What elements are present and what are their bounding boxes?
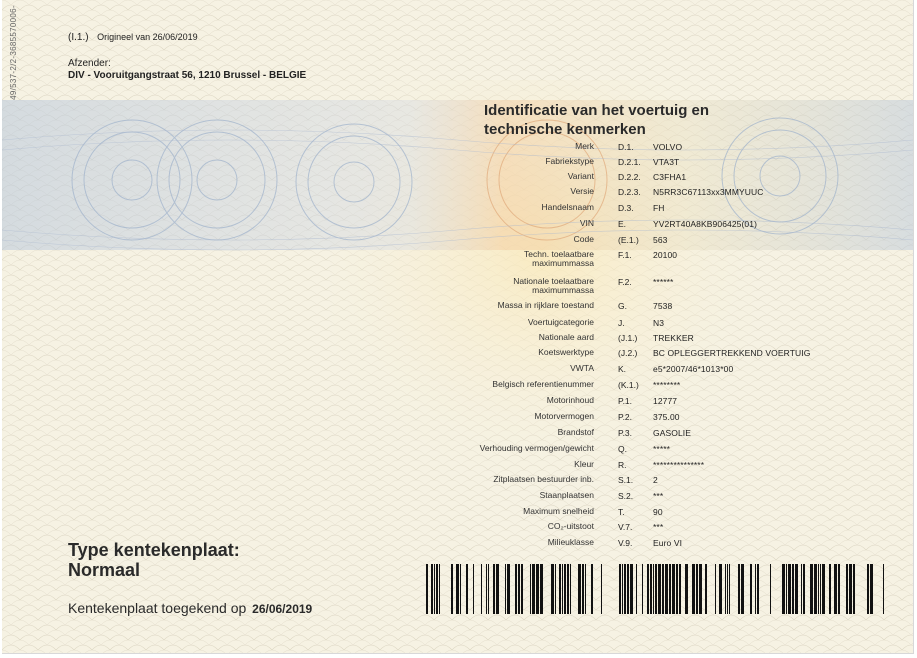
section-title-line1: Identificatie van het voertuig en: [484, 102, 710, 119]
data-row: [382, 277, 902, 293]
row-value: 563: [653, 235, 668, 245]
row-code: R.: [618, 460, 627, 470]
section-title: [484, 101, 784, 139]
row-code: S.1.: [618, 475, 634, 485]
row-label: Nationale aard: [538, 332, 594, 342]
data-row: [382, 157, 902, 173]
row-value: TREKKER: [653, 333, 694, 343]
row-code: (J.1.): [618, 333, 638, 343]
data-row: [382, 460, 902, 476]
row-value: VTA3T: [653, 157, 680, 167]
row-code: F.2.: [618, 277, 632, 287]
row-value: VOLVO: [653, 142, 683, 152]
plate-assigned-label: Kentekenplaat toegekend op: [68, 600, 247, 616]
data-row: [382, 396, 902, 412]
row-code: (J.2.): [618, 348, 638, 358]
row-value: 20100: [653, 250, 678, 260]
row-value: ***************: [653, 460, 705, 470]
row-label: Massa in rijklare toestand: [497, 300, 594, 310]
row-label: Code: [573, 234, 594, 244]
row-label: Nationale toelaatbare maximummassa: [513, 276, 594, 295]
row-label: Staanplaatsen: [539, 490, 594, 500]
row-code: D.2.2.: [618, 172, 641, 182]
row-value: FH: [653, 203, 665, 213]
section-title-line2: technische kenmerken: [484, 121, 646, 138]
data-row: [382, 475, 902, 491]
row-value: 7538: [653, 301, 673, 311]
row-code: J.: [618, 318, 625, 328]
data-row: [382, 444, 902, 460]
row-code: G.: [618, 301, 627, 311]
row-code: V.7.: [618, 522, 633, 532]
data-row: [382, 522, 902, 538]
row-value: ***: [653, 522, 664, 532]
data-row: [382, 412, 902, 428]
row-value: 12777: [653, 396, 678, 406]
row-value: N5RR3C67113xx3MMYUUC: [653, 187, 764, 197]
sender-value: DIV - Vooruitgangstraat 56, 1210 Brussel - BELGIE: [68, 70, 307, 81]
row-code: K.: [618, 364, 627, 374]
data-row: [382, 333, 902, 349]
row-label: Brandstof: [557, 427, 594, 437]
row-value: *****: [653, 444, 671, 454]
row-label: Fabriekstype: [545, 156, 594, 166]
data-row: [382, 507, 902, 523]
sender-label: Afzender:: [68, 58, 111, 69]
row-value: GASOLIE: [653, 428, 692, 438]
row-value: C3FHA1: [653, 172, 687, 182]
row-code: P.3.: [618, 428, 633, 438]
data-row: [382, 187, 902, 203]
row-label: Verhouding vermogen/gewicht: [479, 443, 594, 453]
row-label: Motorvermogen: [534, 411, 594, 421]
row-value: BC OPLEGGERTREKKEND VOERTUIG: [653, 348, 811, 358]
data-row: [382, 301, 902, 317]
row-label: Milieuklasse: [547, 537, 594, 547]
row-label: Techn. toelaatbare maximummassa: [524, 249, 594, 268]
row-code: D.2.1.: [618, 157, 641, 167]
data-row: [382, 203, 902, 219]
row-value: ***: [653, 491, 664, 501]
row-value: 2: [653, 475, 658, 485]
row-code: D.3.: [618, 203, 634, 213]
data-row: [382, 250, 902, 266]
row-label: Versie: [570, 186, 594, 196]
row-code: D.1.: [618, 142, 634, 152]
row-code: F.1.: [618, 250, 632, 260]
data-row: [382, 364, 902, 380]
plate-assigned-date: 26/06/2019: [252, 602, 313, 616]
row-label: VIN: [579, 218, 594, 228]
data-row: [382, 318, 902, 334]
row-code: P.2.: [618, 412, 633, 422]
plate-type-label: Type kentekenplaat:: [68, 540, 240, 560]
data-row: [382, 235, 902, 251]
plate-assigned: [68, 600, 312, 616]
barcode: [426, 564, 886, 614]
data-row: [382, 348, 902, 364]
document-serial: 49/537-2/2-3685570006-: [8, 5, 18, 100]
original-line: [68, 32, 198, 43]
row-label: Koetswerktype: [538, 347, 594, 357]
row-code: P.1.: [618, 396, 633, 406]
row-code: T.: [618, 507, 625, 517]
original-text: Origineel van 26/06/2019: [97, 32, 198, 42]
data-row: [382, 142, 902, 158]
data-row: [382, 172, 902, 188]
row-value: YV2RT40A8KB906425(01): [653, 219, 758, 229]
row-label: Voertuigcategorie: [527, 317, 594, 327]
row-label: Kleur: [574, 459, 594, 469]
row-label: Merk: [575, 141, 594, 151]
row-label: CO₂-uitstoot: [547, 521, 594, 531]
row-code: V.9.: [618, 538, 633, 548]
row-code: (K.1.): [618, 380, 639, 390]
row-value: ********: [653, 380, 681, 390]
row-label: Motorinhoud: [546, 395, 594, 405]
original-ref: (I.1.): [68, 32, 89, 43]
registration-document: [2, 0, 914, 654]
row-label: Belgisch referentienummer: [492, 379, 594, 389]
row-label: Variant: [567, 171, 594, 181]
plate-type: [68, 540, 240, 580]
data-row: [382, 380, 902, 396]
row-label: Handelsnaam: [541, 202, 594, 212]
row-value: Euro VI: [653, 538, 683, 548]
row-value: 375.00: [653, 412, 680, 422]
row-value: N3: [653, 318, 665, 328]
data-row: [382, 491, 902, 507]
data-row: [382, 428, 902, 444]
row-code: E.: [618, 219, 627, 229]
data-row: [382, 219, 902, 235]
row-label: Maximum snelheid: [523, 506, 594, 516]
row-value: ******: [653, 277, 674, 287]
plate-type-value: Normaal: [68, 560, 141, 580]
row-code: Q.: [618, 444, 627, 454]
row-label: VWTA: [570, 363, 594, 373]
row-value: e5*2007/46*1013*00: [653, 364, 734, 374]
data-row: [382, 538, 902, 554]
row-code: S.2.: [618, 491, 634, 501]
row-value: 90: [653, 507, 663, 517]
row-label: Zitplaatsen bestuurder inb.: [493, 474, 594, 484]
row-code: (E.1.): [618, 235, 639, 245]
row-code: D.2.3.: [618, 187, 641, 197]
